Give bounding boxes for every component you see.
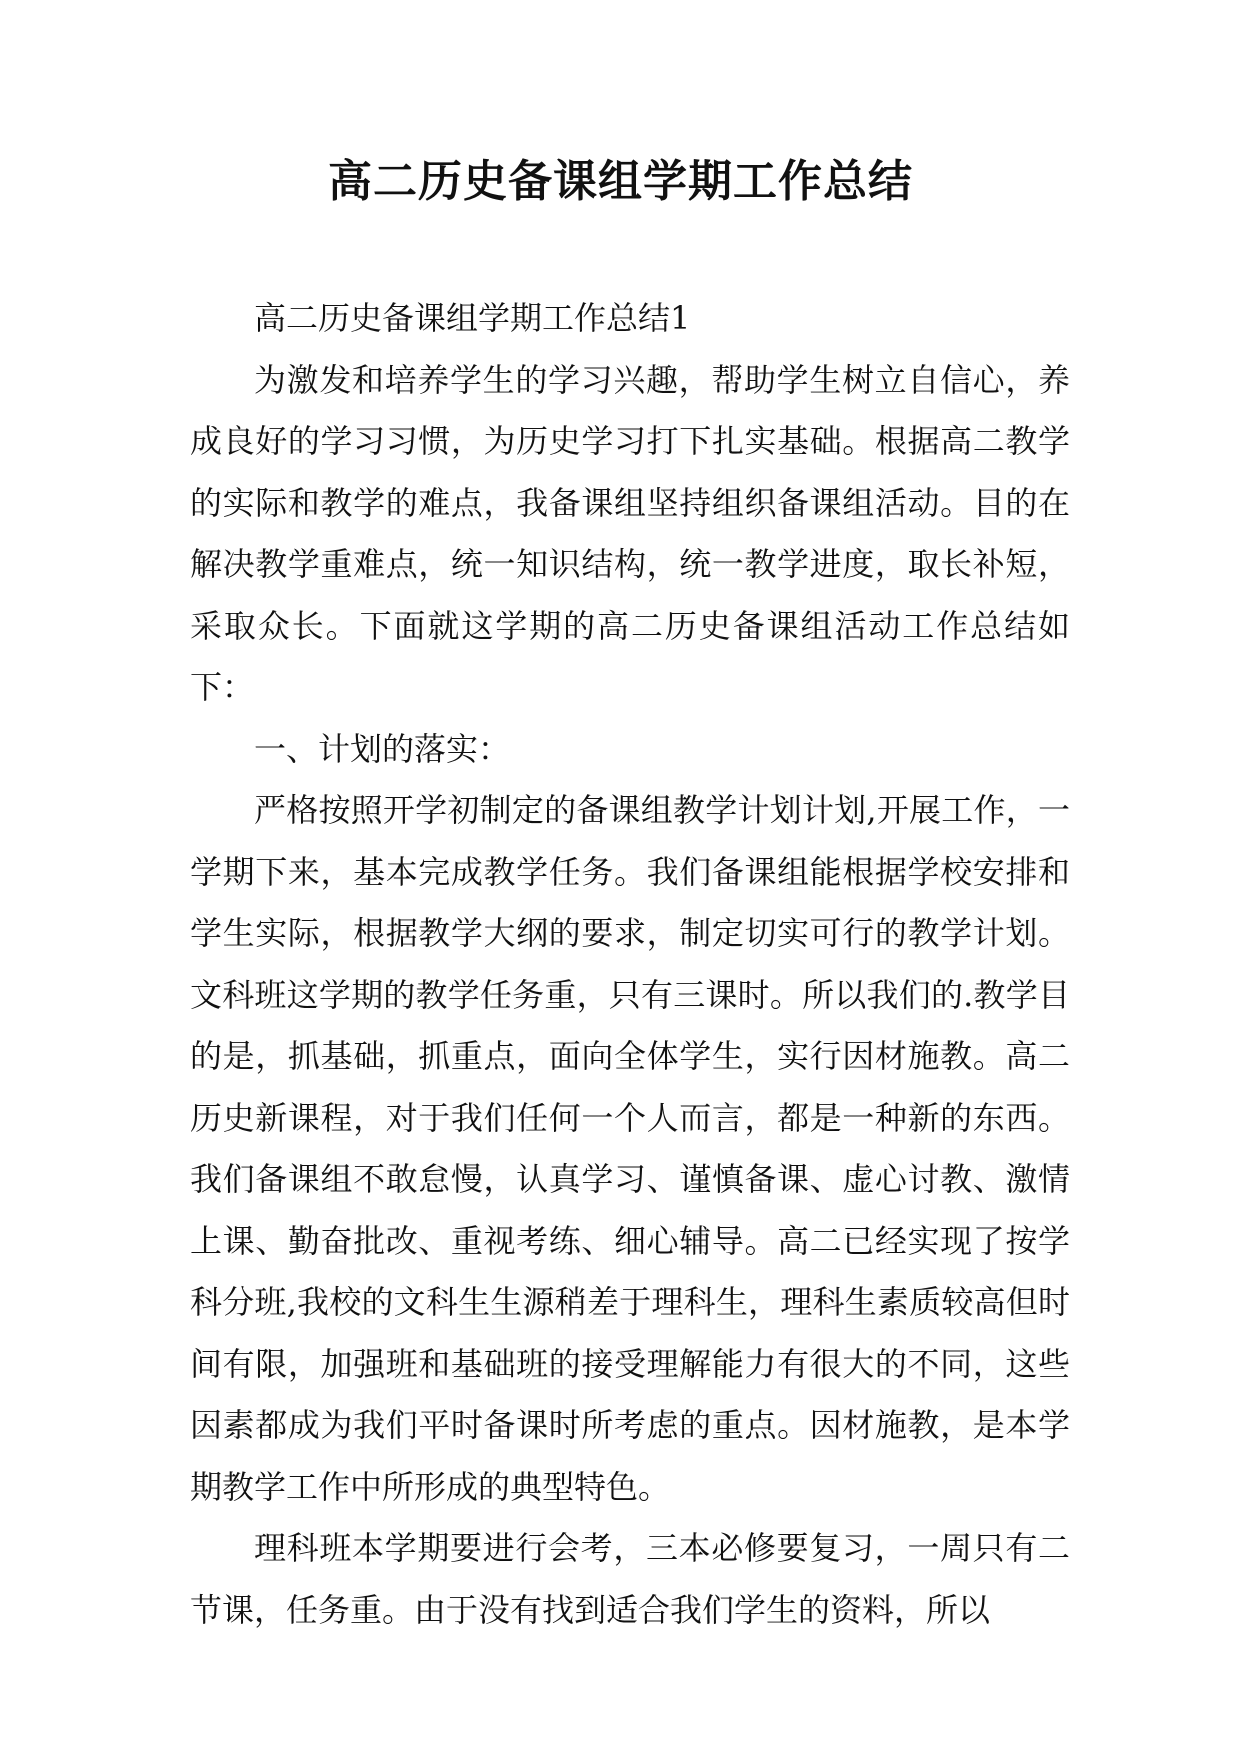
document-title: 高二历史备课组学期工作总结 [328,156,913,207]
section-heading: 高二历史备课组学期工作总结1 [254,299,691,337]
document-body [190,288,1070,1641]
intro-paragraph: 为激发和培养学生的学习兴趣，帮助学生树立自信心，养成良好的学习习惯，为历史学习打下扎实基础。根据高二教学的实际和教学的难点，我备课组坚持组织备课组活动。目的在解决教学重难点，统一知识结构，统一教学进度，取长补短，采取众长。下面就这学期的高二历史备课组活动工作总结如下： [190,360,1070,706]
section-heading-plan: 一、计划的落实： [254,729,511,768]
science-class-paragraph: 理科班本学期要进行会考，三本必修要复习，一周只有二节课，任务重。由于没有找到适合我们学生的资料，所以 [190,1529,1070,1629]
plan-paragraph: 严格按照开学初制定的备课组教学计划计划,开展工作，一学期下来，基本完成教学任务。我们备课组能根据学校安排和学生实际，根据教学大纲的要求，制定切实可行的教学计划。文科班这学期的教学任务重，只有三课时。所以我们的.教学目的是，抓基础，抓重点，面向全体学生，实行因材施教。高二历史新课程，对于我们任何一个人而言，都是一种新的东西。我们备课组不敢怠慢，认真学习、谨慎备课、虚心讨教、激情上课、勤奋批改、重视考练、细心辅导。高二已经实现了按学科分班,我校的文科生生源稍差于理科生，理科生素质较高但时间有限，加强班和基础班的接受理解能力有很大的不同，这些因素都成为我们平时备课时所考虑的重点。因材施教，是本学期教学工作中所形成的典型特色。 [190,791,1070,1506]
